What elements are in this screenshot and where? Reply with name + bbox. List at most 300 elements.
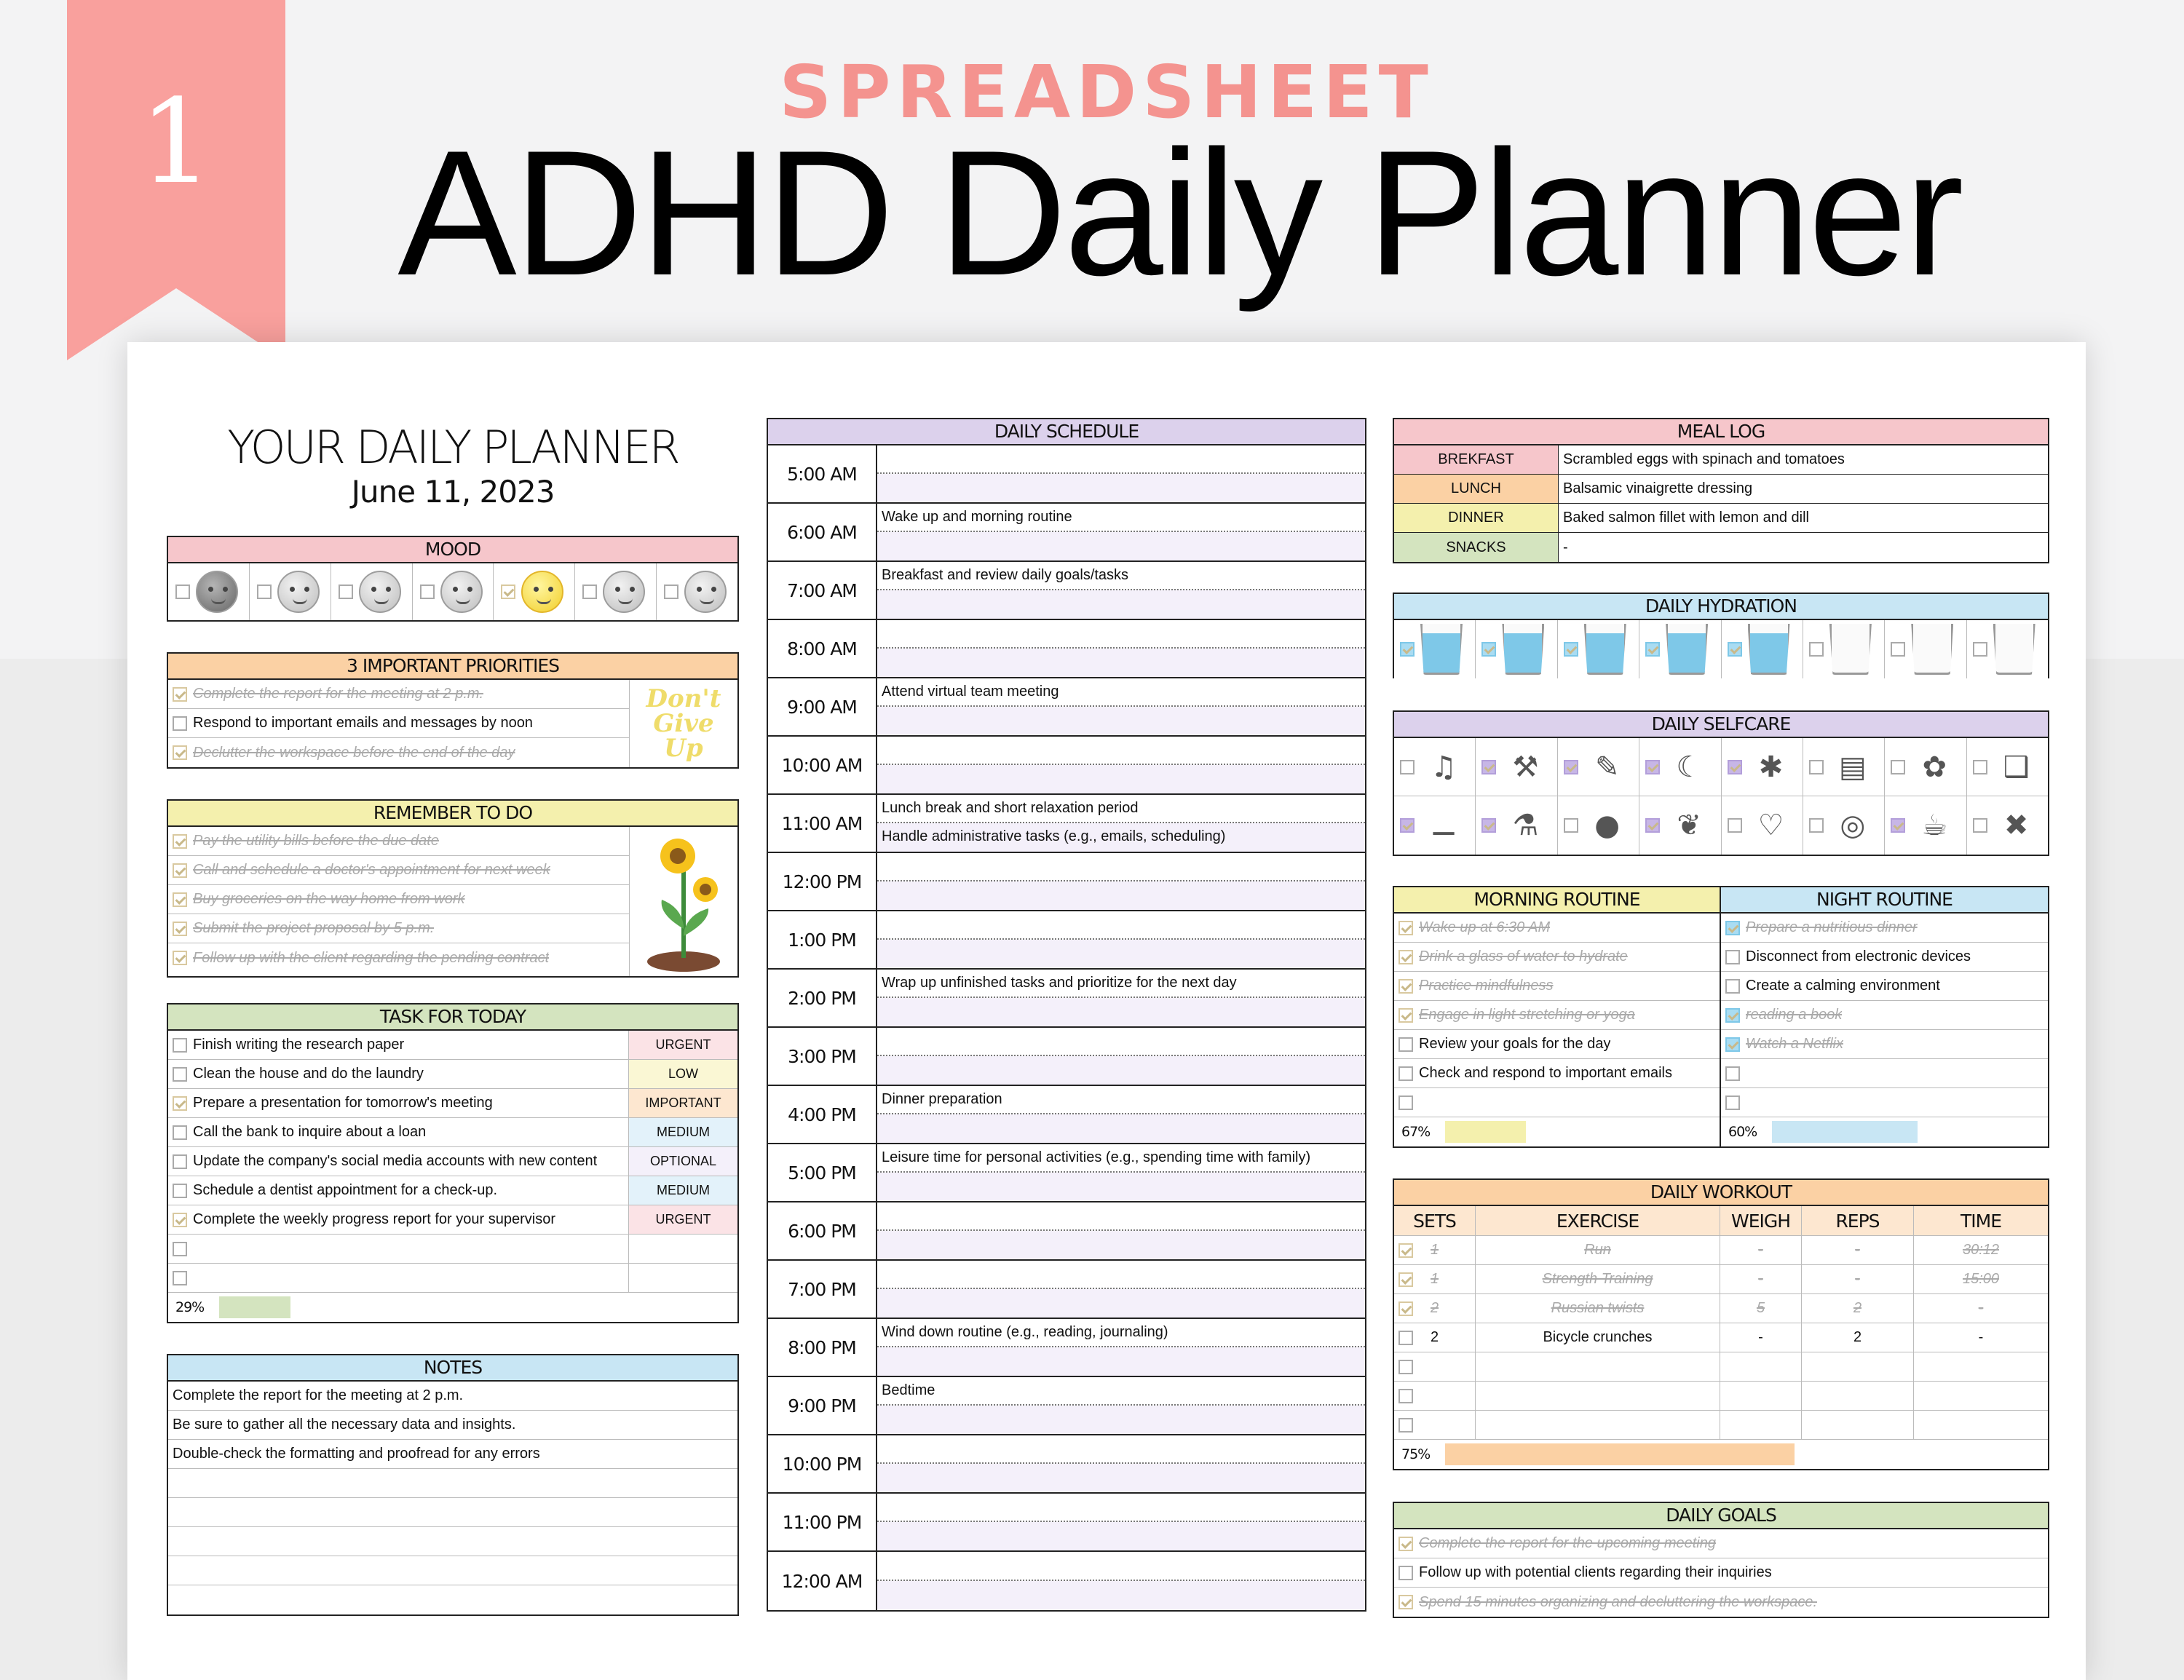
schedule-row — [768, 911, 1365, 970]
schedule-entry[interactable] — [877, 998, 1365, 1026]
selfcare-cell — [1639, 738, 1721, 796]
schedule-cells — [877, 911, 1365, 968]
item-text: reading a book — [1746, 1007, 1843, 1023]
planner-title-block — [167, 421, 739, 510]
checklist-row — [168, 738, 629, 767]
task-checkbox[interactable] — [173, 1096, 187, 1111]
workout-cell[interactable] — [1802, 1411, 1914, 1439]
note-line[interactable] — [168, 1585, 737, 1614]
workout-cell[interactable]: - — [1720, 1236, 1802, 1264]
schedule-time: 4:00 PM — [768, 1086, 877, 1143]
workout-cell[interactable] — [1802, 1352, 1914, 1381]
task-text: Schedule a dentist appointment for a check-up. — [193, 1182, 498, 1198]
item-text: Respond to important emails and messages by noon — [193, 715, 533, 731]
schedule-entry[interactable] — [877, 1231, 1365, 1259]
schedule-cells — [877, 795, 1365, 852]
selfcare-cell — [1885, 738, 1966, 796]
checklist-row — [1721, 914, 2048, 943]
schedule-entry[interactable] — [877, 1581, 1365, 1610]
hydration-checkbox[interactable] — [1481, 642, 1496, 657]
selfcare-checkbox[interactable] — [1564, 760, 1578, 774]
schedule-entry[interactable] — [877, 532, 1365, 560]
schedule-time: 9:00 AM — [768, 678, 877, 735]
checklist-row — [1721, 1030, 2048, 1059]
water-glass-icon — [1666, 624, 1708, 675]
schedule-cells — [877, 1028, 1365, 1085]
workout-cell[interactable]: Strength Training — [1476, 1265, 1720, 1293]
checkbox[interactable] — [1398, 1566, 1413, 1580]
tasks-header: TASK FOR TODAY — [167, 1003, 739, 1031]
schedule-entry[interactable] — [877, 1494, 1365, 1522]
selfcare-checkbox[interactable] — [1481, 760, 1496, 774]
checkbox[interactable] — [173, 834, 187, 849]
schedule-entry[interactable] — [877, 1464, 1365, 1492]
checklist-row — [1394, 1059, 1720, 1088]
hydration-checkbox[interactable] — [1645, 642, 1660, 657]
happy-face-icon — [521, 571, 563, 613]
schedule-time: 6:00 PM — [768, 1202, 877, 1259]
goals-section — [1393, 1502, 2049, 1618]
checkbox[interactable] — [173, 951, 187, 965]
note-line[interactable] — [168, 1527, 737, 1556]
workout-cell[interactable] — [1394, 1294, 1476, 1323]
progress-label: 67% — [1401, 1124, 1431, 1140]
meal-value[interactable]: Baked salmon fillet with lemon and dill — [1563, 510, 1809, 526]
annoyed-face-icon — [359, 571, 401, 613]
task-row — [168, 1264, 737, 1293]
note-line[interactable] — [168, 1382, 737, 1411]
sleep-icon: ☾ — [1676, 750, 1703, 784]
schedule-entry[interactable] — [877, 853, 1365, 881]
checkbox[interactable] — [1725, 950, 1740, 964]
schedule-entry[interactable]: Wrap up unfinished tasks and prioritize for the next day — [877, 970, 1365, 998]
selfcare-cell — [1722, 738, 1803, 796]
task-checkbox[interactable] — [173, 1184, 187, 1198]
checkbox[interactable] — [1725, 1066, 1740, 1081]
workout-cell[interactable] — [1720, 1382, 1802, 1410]
schedule-row — [768, 1435, 1365, 1494]
progress-fill — [1445, 1121, 1526, 1143]
item-text: Check and respond to important emails — [1419, 1065, 1672, 1081]
schedule-row — [768, 1028, 1365, 1086]
water-glass-icon — [1993, 624, 2035, 675]
checkbox[interactable] — [1398, 1066, 1413, 1081]
schedule-time: 9:00 PM — [768, 1377, 877, 1434]
workout-header: DAILY WORKOUT — [1393, 1178, 2049, 1206]
meal-log-header: MEAL LOG — [1393, 418, 2049, 445]
meal-value[interactable]: Scrambled eggs with spinach and tomatoes — [1563, 451, 1845, 467]
schedule-entry[interactable]: Bedtime — [877, 1377, 1365, 1406]
note-line[interactable] — [168, 1440, 737, 1469]
workout-cell[interactable] — [1394, 1411, 1476, 1439]
workout-cell[interactable]: - — [1720, 1323, 1802, 1352]
task-priority-badge: OPTIONAL — [628, 1147, 737, 1176]
selfcare-cell — [1885, 796, 1966, 855]
task-checkbox[interactable] — [173, 1125, 187, 1140]
mood-option — [657, 563, 737, 620]
schedule-entry[interactable] — [877, 1173, 1365, 1201]
checklist-row — [1721, 943, 2048, 972]
workout-cell[interactable] — [1914, 1382, 2048, 1410]
workout-checkbox[interactable] — [1398, 1243, 1413, 1258]
schedule-entry[interactable] — [877, 707, 1365, 735]
schedule-entry[interactable]: Breakfast and review daily goals/tasks — [877, 562, 1365, 590]
selfcare-checkbox[interactable] — [1973, 818, 1987, 833]
workout-cell[interactable]: - — [1802, 1265, 1914, 1293]
mood-option — [494, 563, 575, 620]
checklist-row — [1394, 1001, 1720, 1030]
schedule-cells — [877, 1144, 1365, 1201]
workout-header-row — [1394, 1206, 2048, 1235]
workout-cell[interactable]: Bicycle crunches — [1476, 1323, 1720, 1352]
task-checkbox[interactable] — [173, 1242, 187, 1256]
workout-cell[interactable] — [1914, 1411, 2048, 1439]
schedule-entry[interactable]: Lunch break and short relaxation period — [877, 795, 1365, 823]
selfcare-checkbox[interactable] — [1645, 760, 1660, 774]
mood-option — [413, 563, 494, 620]
workout-cell[interactable]: 2 — [1802, 1323, 1914, 1352]
hydration-checkbox[interactable] — [1728, 642, 1742, 657]
checkbox[interactable] — [173, 922, 187, 936]
selfcare-checkbox[interactable] — [1728, 760, 1742, 774]
schedule-entry[interactable] — [877, 940, 1365, 968]
checkbox[interactable] — [1398, 1008, 1413, 1023]
checklist-row — [1394, 1558, 2048, 1588]
workout-cell[interactable] — [1914, 1352, 2048, 1381]
workout-checkbox[interactable] — [1398, 1331, 1413, 1345]
progress-row — [1394, 1440, 2048, 1469]
workout-checkbox[interactable] — [1398, 1418, 1413, 1433]
checkbox[interactable] — [1398, 921, 1413, 935]
task-row — [168, 1235, 737, 1264]
schedule-row — [768, 445, 1365, 504]
schedule-cells — [877, 737, 1365, 793]
workout-column-header: WEIGH — [1720, 1206, 1802, 1235]
note-line[interactable] — [168, 1498, 737, 1527]
workout-cell[interactable] — [1394, 1265, 1476, 1293]
remember-section — [167, 799, 739, 978]
progress-row — [168, 1293, 737, 1322]
workout-cell[interactable] — [1720, 1352, 1802, 1381]
schedule-entry[interactable] — [877, 1202, 1365, 1231]
workout-row — [1394, 1352, 2048, 1381]
checklist-row — [1394, 1088, 1720, 1117]
checkbox[interactable] — [1725, 979, 1740, 994]
workout-cell[interactable] — [1476, 1382, 1720, 1410]
hydration-checkbox[interactable] — [1400, 642, 1415, 657]
schedule-entry[interactable]: Wind down routine (e.g., reading, journaling) — [877, 1319, 1365, 1347]
task-checkbox[interactable] — [173, 1213, 187, 1227]
schedule-entry[interactable]: Wake up and morning routine — [877, 504, 1365, 532]
selfcare-cell — [1803, 738, 1885, 796]
progress-track — [1445, 1121, 1714, 1143]
schedule-row — [768, 504, 1365, 562]
task-checkbox[interactable] — [173, 1271, 187, 1285]
crying-face-icon — [277, 571, 320, 613]
selfcare-checkbox[interactable] — [1728, 818, 1742, 833]
schedule-entry[interactable] — [877, 1028, 1365, 1056]
meal-log-table — [1393, 445, 2049, 563]
selfcare-checkbox[interactable] — [1564, 818, 1578, 833]
workout-cell[interactable] — [1394, 1352, 1476, 1381]
selfcare-checkbox[interactable] — [1400, 760, 1415, 774]
schedule-entry[interactable] — [877, 649, 1365, 677]
schedule-entry[interactable]: Attend virtual team meeting — [877, 678, 1365, 707]
ribbon-number: 1 — [139, 74, 213, 210]
progress-label: 60% — [1728, 1124, 1757, 1140]
note-line[interactable] — [168, 1556, 737, 1585]
item-text: Create a calming environment — [1746, 978, 1940, 994]
schedule-entry[interactable] — [877, 1435, 1365, 1464]
planner-date[interactable]: June 11, 2023 — [351, 474, 555, 510]
bath-products-icon: ✿ — [1922, 750, 1947, 784]
meal-value[interactable]: - — [1563, 539, 1568, 555]
schedule-row — [768, 970, 1365, 1028]
selfcare-checkbox[interactable] — [1973, 760, 1987, 774]
workout-row — [1394, 1323, 2048, 1352]
workout-sets: 1 — [1431, 1242, 1439, 1258]
selfcare-checkbox[interactable] — [1645, 818, 1660, 833]
task-text: Update the company's social media accounts with new content — [193, 1153, 598, 1169]
hydration-checkbox[interactable] — [1891, 642, 1905, 657]
checkbox[interactable] — [1398, 979, 1413, 994]
item-text: Complete the report for the upcoming meeting — [1419, 1535, 1716, 1551]
schedule-row — [768, 1377, 1365, 1435]
water-glass-icon — [1748, 624, 1790, 675]
checkbox[interactable] — [173, 863, 187, 878]
schedule-entry[interactable] — [877, 765, 1365, 793]
selfcare-grid — [1393, 738, 2049, 856]
schedule-entry[interactable] — [877, 1114, 1365, 1143]
checkbox[interactable] — [1398, 1095, 1413, 1110]
selfcare-cell — [1967, 796, 2048, 855]
schedule-entry[interactable] — [877, 1406, 1365, 1434]
schedule-cells — [877, 1494, 1365, 1550]
workout-cell[interactable]: 5 — [1720, 1294, 1802, 1323]
selfcare-checkbox[interactable] — [1891, 760, 1905, 774]
book-icon: ❑ — [2003, 750, 2030, 784]
meal-label: SNACKS — [1394, 533, 1559, 562]
hydration-cell — [1803, 620, 1885, 678]
schedule-row — [768, 1086, 1365, 1144]
meal-value[interactable]: Balsamic vinaigrette dressing — [1563, 480, 1753, 496]
item-text: Prepare a nutritious dinner — [1746, 919, 1918, 935]
item-text: Follow up with potential clients regarding their inquiries — [1419, 1564, 1772, 1580]
mood-checkbox[interactable] — [175, 585, 190, 599]
mood-checkbox[interactable] — [501, 585, 515, 599]
dont-give-up-sticker: Don't Give Up — [646, 684, 721, 763]
schedule-entry[interactable]: Dinner preparation — [877, 1086, 1365, 1114]
schedule-time: 6:00 AM — [768, 504, 877, 560]
checklist-row — [168, 856, 629, 885]
schedule-row — [768, 737, 1365, 795]
schedule-entry[interactable] — [877, 1347, 1365, 1376]
mood-checkbox[interactable] — [420, 585, 435, 599]
hydration-checkbox[interactable] — [1564, 642, 1578, 657]
task-priority-badge — [628, 1235, 737, 1263]
note-line[interactable] — [168, 1411, 737, 1440]
schedule-entry[interactable] — [877, 1261, 1365, 1289]
checkbox[interactable] — [1398, 1037, 1413, 1052]
selfcare-cell — [1722, 796, 1803, 855]
schedule-cells — [877, 1202, 1365, 1259]
workout-cell[interactable]: - — [1978, 1300, 1984, 1316]
workout-cell[interactable]: Run — [1476, 1236, 1720, 1264]
schedule-entry[interactable] — [877, 1289, 1365, 1318]
checkbox[interactable] — [1725, 1037, 1740, 1052]
schedule-entry[interactable]: Handle administrative tasks (e.g., emails, scheduling) — [877, 823, 1365, 852]
workout-progress-wrap — [1394, 1439, 2048, 1469]
checkbox[interactable] — [173, 716, 187, 731]
progress-label: 29% — [175, 1299, 205, 1315]
workout-checkbox[interactable] — [1398, 1389, 1413, 1403]
schedule-time: 3:00 PM — [768, 1028, 877, 1085]
item-text: Drink a glass of water to hydrate — [1419, 948, 1628, 964]
schedule-entry[interactable] — [877, 474, 1365, 502]
selfcare-checkbox[interactable] — [1481, 818, 1496, 833]
workout-cell[interactable] — [1394, 1236, 1476, 1264]
task-priority-badge: IMPORTANT — [628, 1089, 737, 1117]
selfcare-checkbox[interactable] — [1809, 760, 1824, 774]
workout-checkbox[interactable] — [1398, 1272, 1413, 1287]
hydration-cell — [1558, 620, 1639, 678]
workout-cell[interactable]: 30:12 — [1962, 1242, 2000, 1258]
workout-column-header: EXERCISE — [1476, 1206, 1720, 1235]
schedule-entry[interactable] — [877, 881, 1365, 910]
meal-row — [1394, 533, 2048, 562]
schedule-time: 5:00 AM — [768, 445, 877, 502]
workout-cell[interactable]: - — [1978, 1329, 1984, 1345]
notes-header: NOTES — [167, 1354, 739, 1382]
mood-checkbox[interactable] — [582, 585, 597, 599]
meal-label: BREKFAST — [1394, 445, 1559, 474]
workout-cell[interactable]: - — [1720, 1265, 1802, 1293]
progress-fill — [1772, 1121, 1918, 1143]
schedule-time: 2:00 PM — [768, 970, 877, 1026]
schedule-entry[interactable] — [877, 911, 1365, 940]
schedule-entry[interactable] — [877, 1522, 1365, 1550]
checkbox[interactable] — [1725, 921, 1740, 935]
workout-cell[interactable]: 15:00 — [1962, 1271, 2000, 1287]
schedule-entry[interactable] — [877, 1056, 1365, 1085]
selfcare-checkbox[interactable] — [1400, 818, 1415, 833]
checklist-row — [1394, 914, 1720, 943]
checklist-row — [1394, 1588, 2048, 1617]
checkbox[interactable] — [173, 892, 187, 907]
schedule-time: 11:00 PM — [768, 1494, 877, 1550]
schedule-cells — [877, 1552, 1365, 1610]
goals-header: DAILY GOALS — [1393, 1502, 2049, 1529]
schedule-grid — [767, 445, 1366, 1612]
workout-cell[interactable] — [1394, 1382, 1476, 1410]
workout-checkbox[interactable] — [1398, 1301, 1413, 1316]
task-row — [168, 1147, 737, 1176]
checkbox[interactable] — [1725, 1008, 1740, 1023]
schedule-row — [768, 620, 1365, 678]
hydration-cell — [1394, 620, 1476, 678]
meal-log-section — [1393, 418, 2049, 563]
workout-column-header: SETS — [1394, 1206, 1476, 1235]
schedule-cells — [877, 853, 1365, 910]
mood-row — [167, 563, 739, 622]
dumbbell-icon: ⚊ — [1431, 809, 1457, 842]
selfcare-checkbox[interactable] — [1891, 818, 1905, 833]
planner-title: YOUR DAILY PLANNER — [227, 421, 678, 474]
hydration-checkbox[interactable] — [1973, 642, 1987, 657]
mood-section — [167, 536, 739, 622]
water-glass-icon — [1911, 624, 1953, 675]
checkbox[interactable] — [173, 745, 187, 760]
workout-cell[interactable] — [1476, 1411, 1720, 1439]
selfcare-cell — [1476, 796, 1557, 855]
mood-checkbox[interactable] — [664, 585, 678, 599]
schedule-entry[interactable]: Leisure time for personal activities (e.g., spending time with family) — [877, 1144, 1365, 1173]
note-line[interactable] — [168, 1469, 737, 1498]
item-text: Call and schedule a doctor's appointment for next week — [193, 862, 550, 878]
task-checkbox[interactable] — [173, 1038, 187, 1053]
workout-cell[interactable] — [1476, 1352, 1720, 1381]
meal-row — [1394, 504, 2048, 533]
water-glass-icon — [1584, 624, 1626, 675]
mood-checkbox[interactable] — [339, 585, 353, 599]
checklist-row — [168, 885, 629, 914]
workout-cell[interactable] — [1720, 1411, 1802, 1439]
progress-label: 75% — [1401, 1446, 1431, 1462]
checkbox[interactable] — [1398, 1537, 1413, 1551]
selfcare-checkbox[interactable] — [1809, 818, 1824, 833]
progress-track — [219, 1296, 732, 1318]
music-icon: ♫ — [1431, 750, 1457, 784]
task-checkbox[interactable] — [173, 1154, 187, 1169]
schedule-cells — [877, 445, 1365, 502]
schedule-cells — [877, 1435, 1365, 1492]
workout-section — [1393, 1178, 2049, 1470]
schedule-entry[interactable] — [877, 445, 1365, 474]
schedule-cells — [877, 1377, 1365, 1434]
schedule-row — [768, 1494, 1365, 1552]
checkbox[interactable] — [1725, 1095, 1740, 1110]
workout-cell[interactable] — [1802, 1382, 1914, 1410]
checkbox[interactable] — [1398, 1595, 1413, 1609]
schedule-entry[interactable] — [877, 590, 1365, 619]
schedule-entry[interactable] — [877, 620, 1365, 649]
workout-checkbox[interactable] — [1398, 1360, 1413, 1374]
schedule-row — [768, 1202, 1365, 1261]
task-text: Prepare a presentation for tomorrow's meeting — [193, 1095, 493, 1111]
selfcare-cell — [1803, 796, 1885, 855]
task-checkbox[interactable] — [173, 1067, 187, 1082]
progress-track — [1772, 1121, 2042, 1143]
workout-cell[interactable] — [1394, 1323, 1476, 1352]
schedule-row — [768, 1319, 1365, 1377]
schedule-entry[interactable] — [877, 1552, 1365, 1581]
item-text: Complete the report for the meeting at 2 p.m. — [193, 686, 484, 702]
checklist-row — [1394, 1529, 2048, 1558]
hydration-checkbox[interactable] — [1809, 642, 1824, 657]
checklist-row — [1721, 1059, 2048, 1088]
meal-label: LUNCH — [1394, 475, 1559, 503]
schedule-entry[interactable] — [877, 737, 1365, 765]
workout-cell[interactable]: - — [1802, 1236, 1914, 1264]
kicker-text: SPREADSHEET — [779, 49, 1434, 135]
workout-cell[interactable]: Russian twists — [1476, 1294, 1720, 1323]
mood-checkbox[interactable] — [257, 585, 272, 599]
workout-cell[interactable]: 2 — [1802, 1294, 1914, 1323]
selfcare-cell — [1394, 738, 1476, 796]
task-priority-badge: MEDIUM — [628, 1176, 737, 1205]
checkbox[interactable] — [1398, 950, 1413, 964]
checkbox[interactable] — [173, 687, 187, 702]
